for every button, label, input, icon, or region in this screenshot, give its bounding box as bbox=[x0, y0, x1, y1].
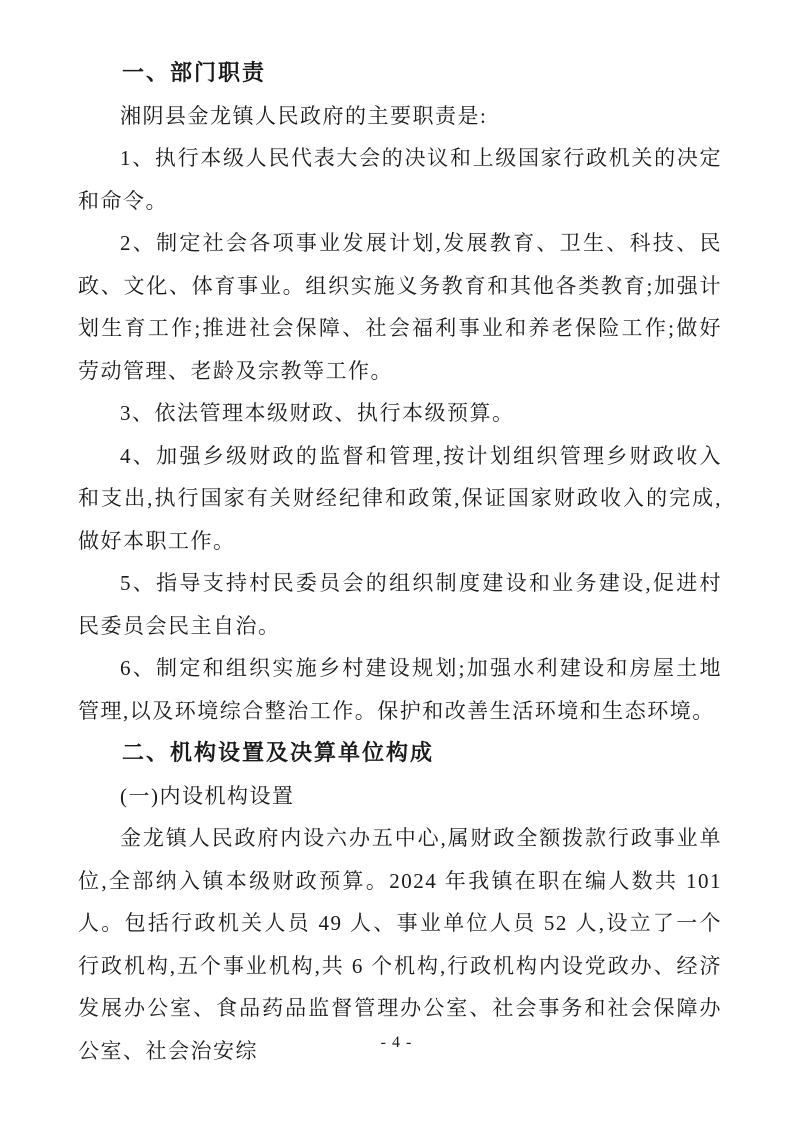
duty-item-5: 5、指导支持村民委员会的组织制度建设和业务建设,促进村民委员会民主自治。 bbox=[78, 571, 722, 638]
org-paragraph: 金龙镇人民政府内设六办五中心,属财政全额拨款行政事业单位,全部纳入镇本级财政预算。2024 年我镇在职在编人数共 101 人。包括行政机关人员 49 人、事业单位人员 52 人,设立了一个行政机构,五个事业机构,共 6 个机构,行政机构内设党政办、经济发展办公室、食品药品监督管理办公室、社会事务和社会保障办公室、社会治安综 bbox=[78, 826, 722, 1063]
duty-item-6: 6、制定和组织实施乡村建设规划;加强水利建设和房屋土地管理,以及环境综合整治工作。保护和改善生活环境和生态环境。 bbox=[78, 656, 722, 723]
duty-item-1: 1、执行本级人民代表大会的决议和上级国家行政机关的决定和命令。 bbox=[78, 146, 722, 213]
intro-paragraph: 湘阴县金龙镇人民政府的主要职责是: bbox=[120, 103, 488, 128]
page-number: - 4 - bbox=[380, 1034, 413, 1051]
duty-item-3: 3、依法管理本级财政、执行本级预算。 bbox=[120, 401, 515, 425]
section-heading-1: 一、部门职责 bbox=[122, 60, 267, 85]
subsection-heading: (一)内设机构设置 bbox=[120, 783, 295, 808]
duty-item-2: 2、制定社会各项事业发展计划,发展教育、卫生、科技、民政、文化、体育事业。组织实施义务教育和其他各类教育;加强计划生育工作;推进社会保障、社会福利事业和养老保险工作;做好劳动管理、老龄及宗教等工作。 bbox=[78, 231, 722, 383]
document-body bbox=[78, 52, 722, 1072]
duty-item-4: 4、加强乡级财政的监督和管理,按计划组织管理乡财政收入和支出,执行国家有关财经纪律和政策,保证国家财政收入的完成,做好本职工作。 bbox=[78, 443, 722, 553]
section-heading-2: 二、机构设置及决算单位构成 bbox=[122, 740, 435, 765]
